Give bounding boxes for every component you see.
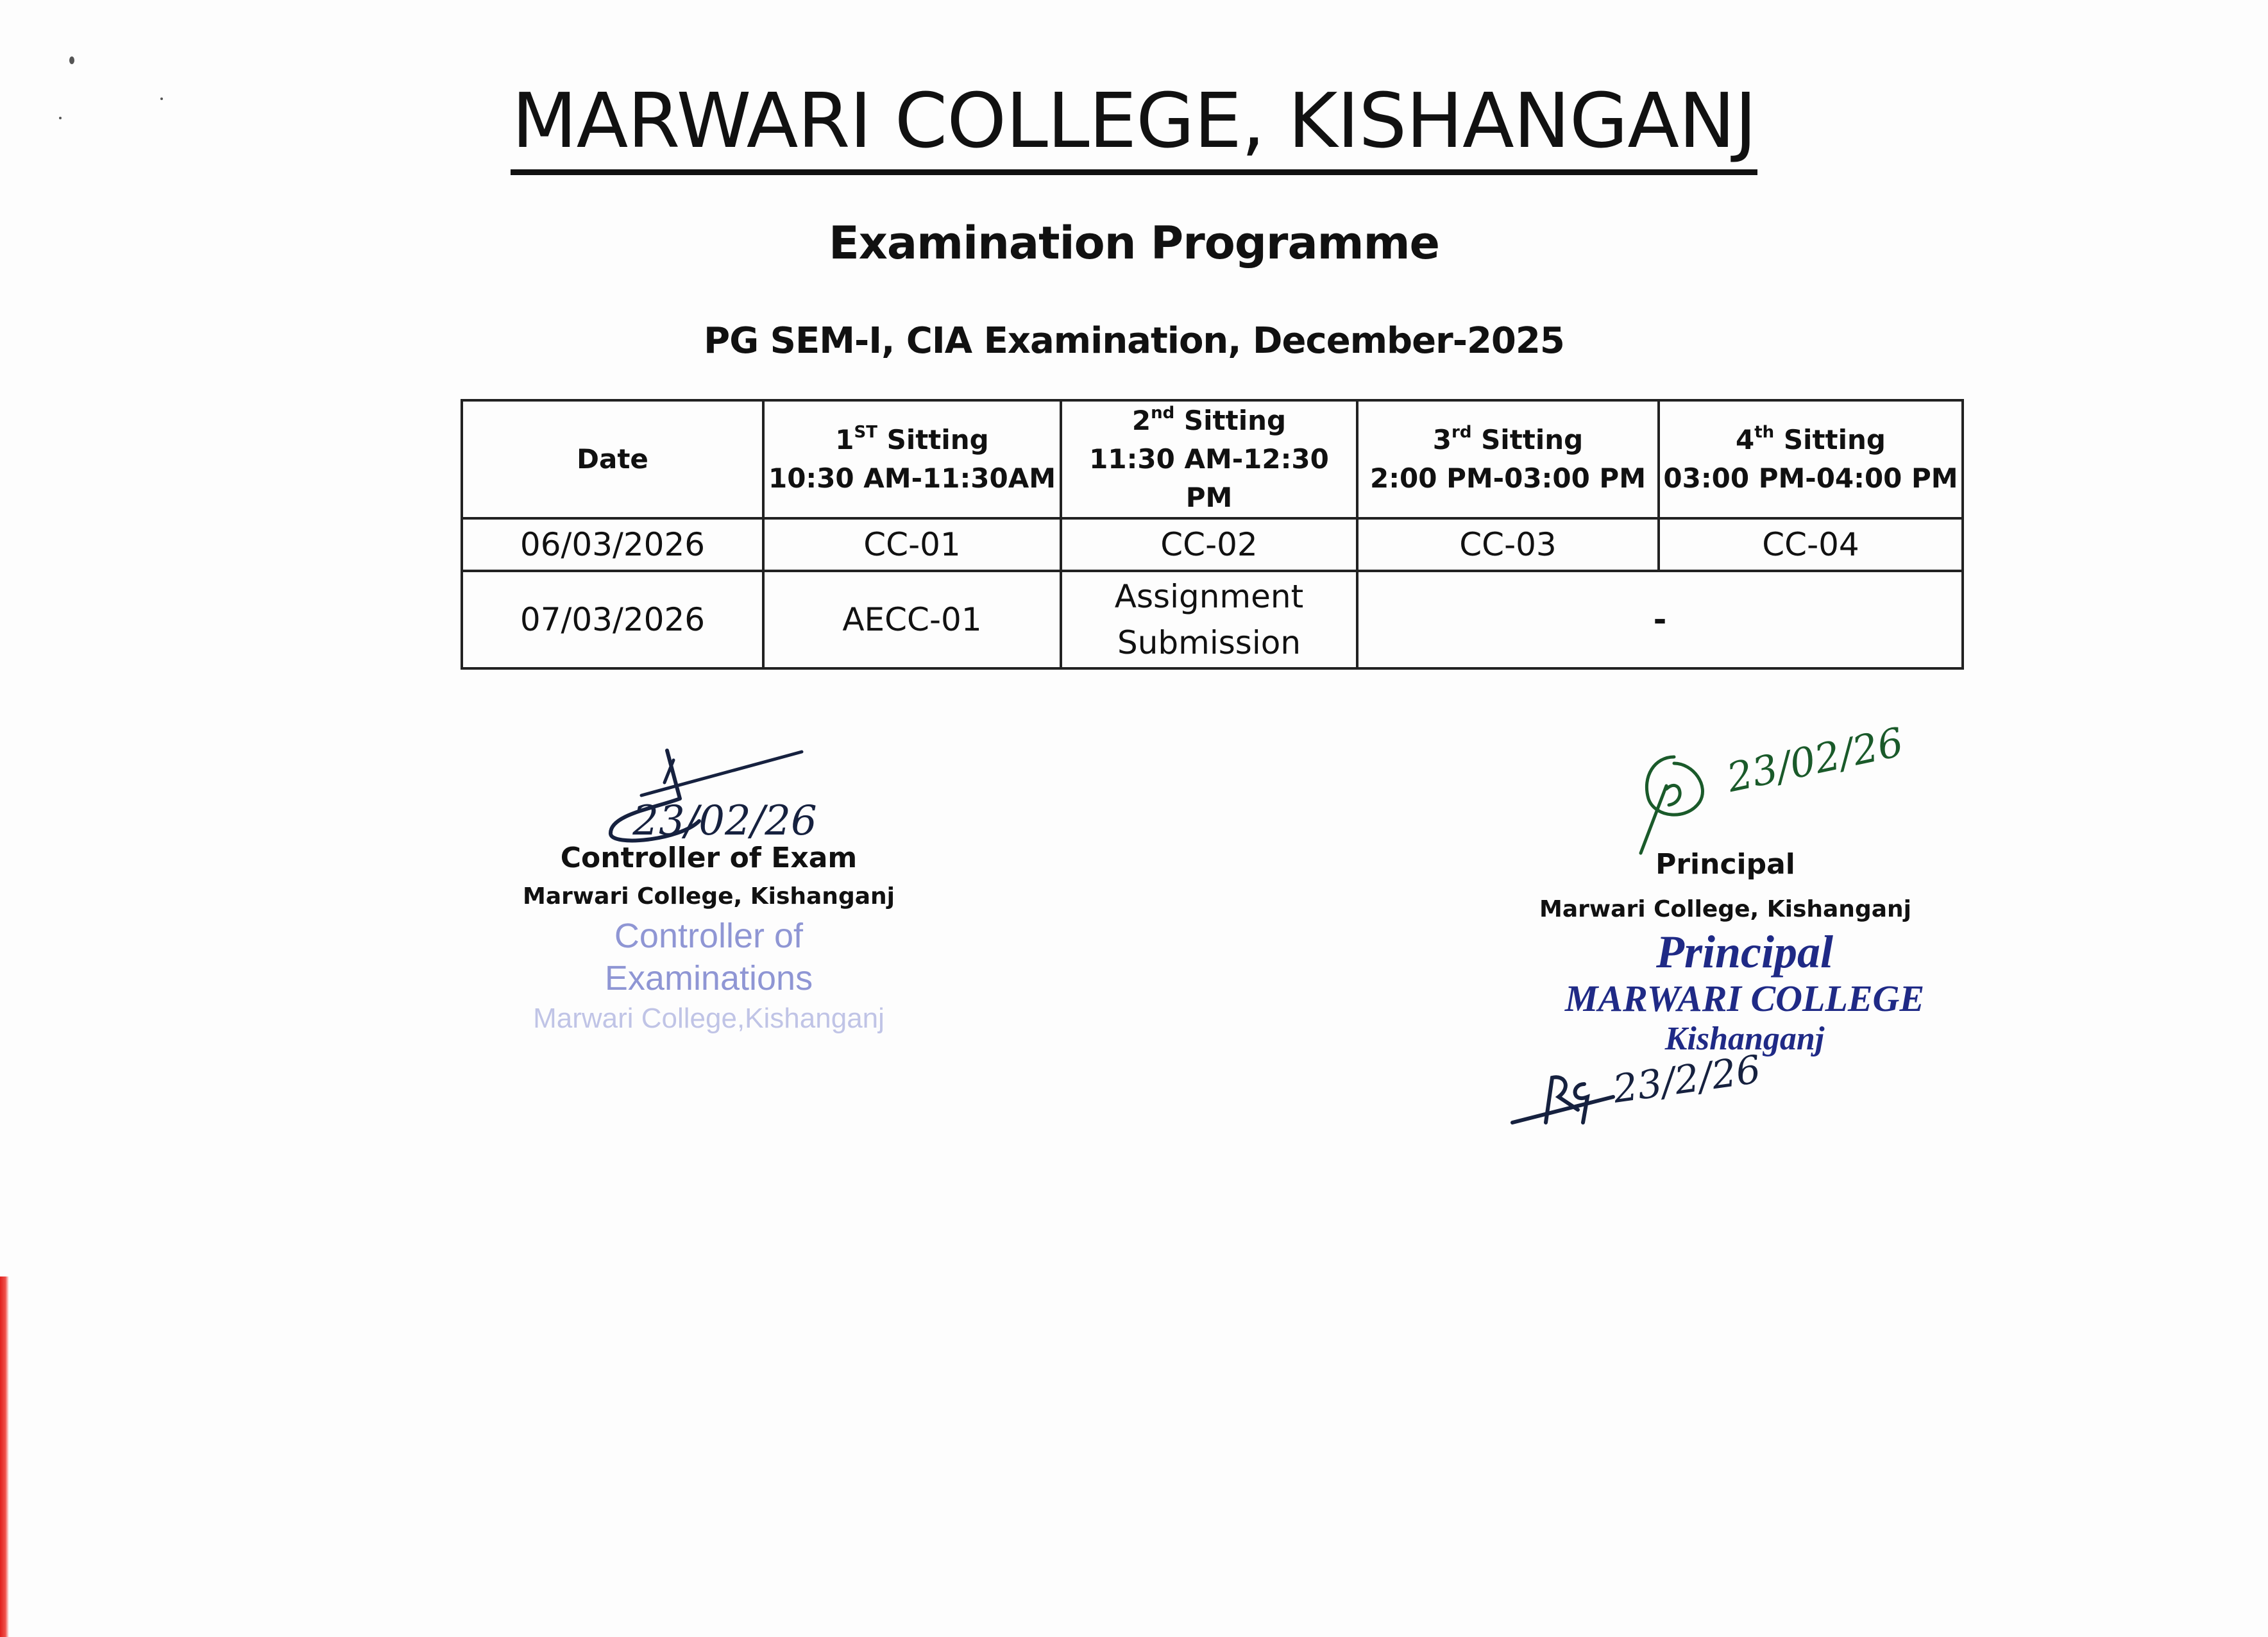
controller-handwritten-date: 23/02/26 [632, 797, 817, 845]
scan-speck [69, 56, 74, 64]
principal-stamp-line: MARWARI COLLEGE [1564, 978, 1925, 1019]
page-edge-mark [0, 1277, 9, 1637]
assignment-text: Assignment Submission [1114, 578, 1304, 661]
sitting-time: 03:00 PM-04:00 PM [1663, 462, 1958, 494]
controller-org: Marwari College, Kishanganj [523, 883, 895, 910]
principal-signature-block [1514, 847, 1937, 1058]
table-row [462, 571, 1963, 668]
principal-stamp-line: Kishanganj [1664, 1021, 1825, 1057]
controller-signature-block [507, 840, 911, 1038]
empty-sitting-cell: - [1357, 571, 1963, 668]
sitting-number: 4 [1736, 424, 1755, 455]
date-cell: 07/03/2026 [462, 571, 763, 668]
table-row [462, 518, 1963, 571]
sitting-2-header [1061, 400, 1357, 518]
sitting-3-header [1357, 400, 1659, 518]
sitting-label: Sitting [1183, 405, 1287, 436]
college-name-text: MARWARI COLLEGE, KISHANGANJ [511, 76, 1757, 175]
sitting-time: 10:30 AM-11:30AM [768, 462, 1056, 494]
assignment-cell [1061, 571, 1357, 668]
paper-cell: AECC-01 [763, 571, 1061, 668]
exam-schedule-table [461, 399, 1964, 670]
principal-org: Marwari College, Kishanganj [1539, 896, 1911, 922]
exam-heading: PG SEM-I, CIA Examination, December-2025 [704, 320, 1564, 362]
sitting-time: 11:30 AM-12:30 PM [1089, 443, 1329, 513]
controller-stamp [507, 915, 911, 1038]
sitting-ordinal: rd [1451, 423, 1472, 442]
sitting-ordinal: th [1754, 423, 1775, 442]
controller-stamp-line: Marwari College,Kishanganj [533, 1003, 884, 1034]
date-column-header: Date [462, 400, 763, 518]
programme-heading: Examination Programme [828, 217, 1440, 269]
paper-cell: CC-02 [1061, 518, 1357, 571]
sitting-label: Sitting [1783, 424, 1886, 455]
controller-role: Controller of Exam [560, 842, 858, 874]
principal-initials-date: 23/2/26 [1610, 1047, 1764, 1112]
sitting-ordinal: ST [854, 423, 877, 442]
sitting-number: 2 [1131, 405, 1151, 436]
sitting-4-header [1659, 400, 1963, 518]
sitting-ordinal: nd [1151, 403, 1175, 423]
paper-cell: CC-01 [763, 518, 1061, 571]
date-cell: 06/03/2026 [462, 518, 763, 571]
sitting-number: 3 [1432, 424, 1451, 455]
sitting-number: 1 [835, 424, 854, 455]
sitting-label: Sitting [886, 424, 989, 455]
college-name-heading [0, 76, 2268, 175]
paper-cell: CC-03 [1357, 518, 1659, 571]
principal-stamp [1552, 926, 1937, 1058]
sitting-1-header [763, 400, 1061, 518]
principal-role: Principal [1655, 848, 1795, 881]
sitting-time: 2:00 PM-03:00 PM [1370, 462, 1646, 494]
paper-cell: CC-04 [1659, 518, 1963, 571]
principal-stamp-line: Principal [1655, 926, 1833, 978]
table-header-row [462, 400, 1963, 518]
sitting-label: Sitting [1481, 424, 1584, 455]
controller-stamp-line: Controller of Examinations [604, 917, 813, 997]
principal-handwritten-date: 23/02/26 [1723, 718, 1908, 802]
